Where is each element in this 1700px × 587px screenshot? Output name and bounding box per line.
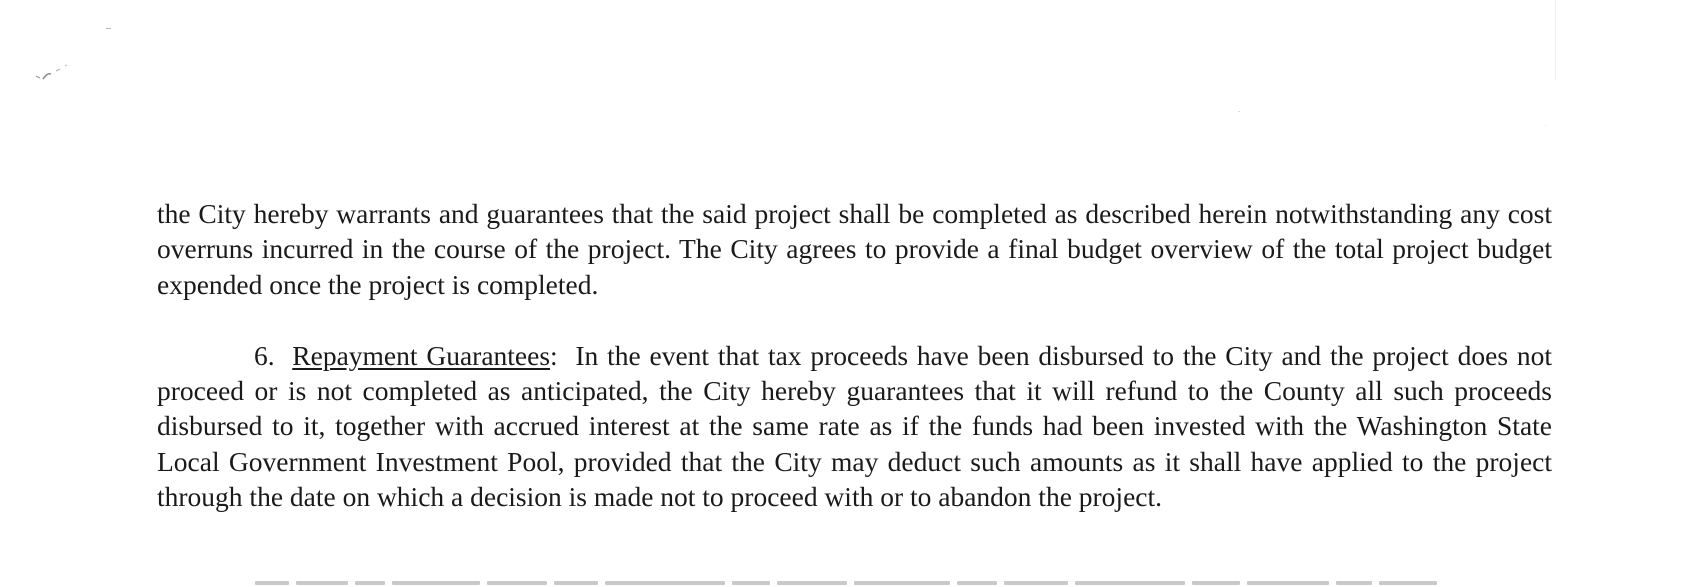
scan-speck xyxy=(1545,125,1546,126)
section-heading-colon: : xyxy=(550,339,558,371)
scan-edge-shadow xyxy=(1555,0,1556,80)
cut-off-text-line xyxy=(255,581,1552,587)
paragraph-continuation: the City hereby warrants and guarantees that the said project shall be completed as described herein notwithstanding any cost overruns incurred in the course of the project. The City agrees to provide a final budget overview of the total project budget expended once the project is completed. xyxy=(157,198,1552,300)
section-number: 6. xyxy=(254,339,275,371)
section-text: In the event that tax proceeds have been disbursed to the City and the project does not proceed or is not completed as anticipated, the City hereby guarantees that it will refund to the County all such proceeds disbursed to it, together with accrued interest at the same rate as if the funds had been invested with the Washington State Local Government Investment Pool, provided that the City may deduct such amounts as it shall have applied to the project through the date on which a decision is made not to proceed with or to abandon the project. xyxy=(157,339,1552,513)
section-heading: Repayment Guarantees xyxy=(292,339,551,371)
section-6-paragraph xyxy=(157,338,1552,515)
ink-mark xyxy=(34,63,74,85)
scan-speck xyxy=(106,28,111,29)
scan-speck xyxy=(1238,111,1240,112)
document-body xyxy=(157,196,1552,515)
